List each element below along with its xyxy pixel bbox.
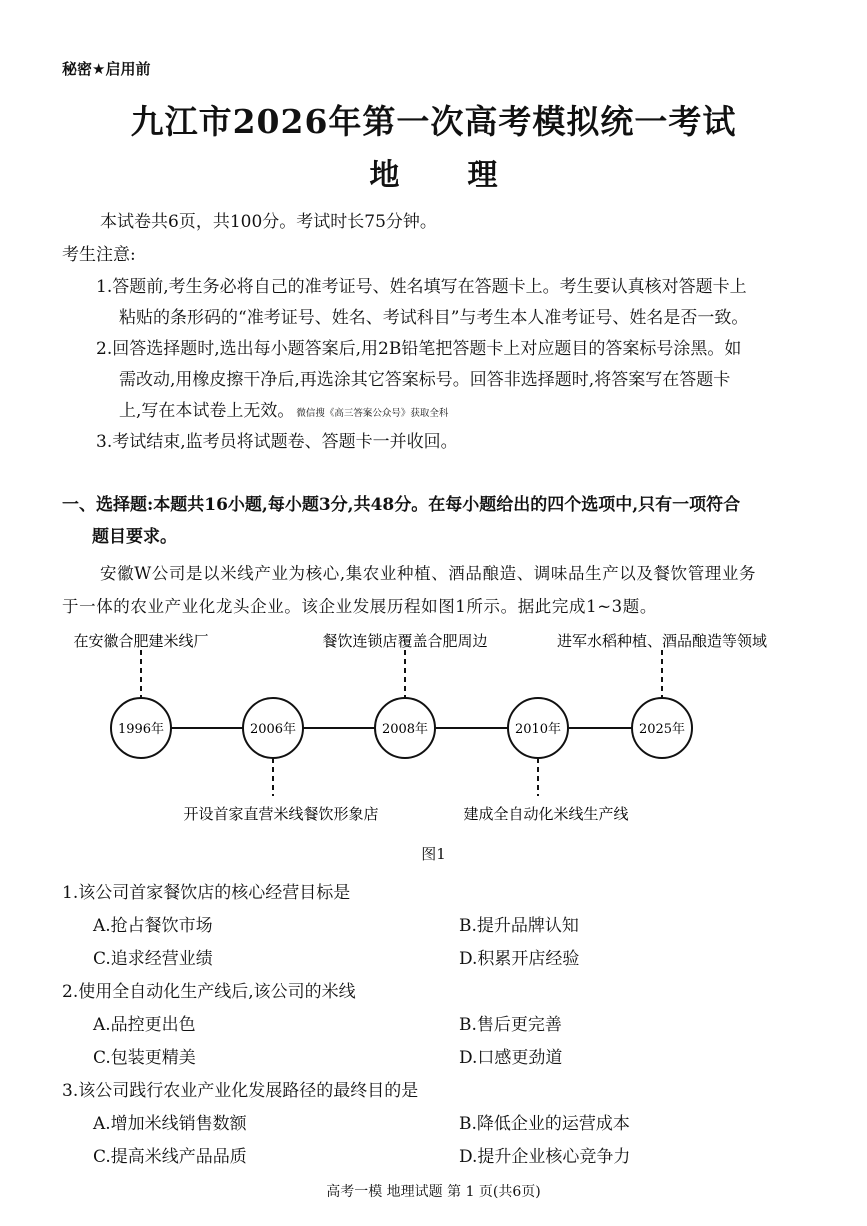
passage-line-2: 于一体的农业产业化龙头企业。该企业发展历程如图1所示。据此完成1~3题。: [62, 597, 657, 616]
question-1-option-c[interactable]: C.追求经营业绩: [93, 949, 213, 969]
subject-title: 地理: [369, 158, 566, 193]
notice-label: 考生注意:: [62, 245, 136, 265]
year-label-2: 2006年: [249, 722, 297, 737]
timeline-figure: [0, 620, 867, 840]
passage-line-1: 安徽W公司是以米线产业为核心,集农业种植、酒品酿造、调味品生产以及餐饮管理业务: [100, 564, 757, 583]
notice-item-2-line-3: [119, 396, 448, 421]
question-3-option-b[interactable]: B.降低企业的运营成本: [459, 1114, 630, 1134]
question-1-option-a[interactable]: A.抢占餐饮市场: [93, 916, 213, 936]
top-event-label-3: 进军水稻种植、酒品酿造等领域: [556, 632, 768, 650]
question-3-stem: 3.该公司践行农业产业化发展路径的最终目的是: [62, 1081, 419, 1101]
year-label-5: 2025年: [638, 722, 686, 737]
notice-item-2-line-3-text: 上,写在本试卷上无效。: [119, 401, 295, 421]
notice-item-1-line-1: 1.答题前,考生务必将自己的准考证号、姓名填写在答题卡上。考生要认真核对答题卡上: [96, 277, 747, 297]
notice-item-2-line-2: 需改动,用橡皮擦干净后,再选涂其它答案标号。回答非选择题时,将答案写在答题卡: [119, 370, 731, 390]
question-2-option-b[interactable]: B.售后更完善: [459, 1015, 562, 1035]
notice-item-2-line-1: 2.回答选择题时,选出每小题答案后,用2B铅笔把答题卡上对应题目的答案标号涂黑。如: [96, 339, 742, 359]
page-footer: 高考一模 地理试题 第 1 页(共6页): [326, 1184, 541, 1200]
confidential-mark: 秘密★启用前: [62, 60, 151, 78]
year-label-3: 2008年: [381, 722, 429, 737]
question-1-option-d[interactable]: D.积累开店经验: [459, 949, 580, 969]
year-label-4: 2010年: [514, 722, 562, 737]
watermark-note: 微信搜《高三答案公众号》获取全科: [296, 408, 449, 419]
question-2-option-d[interactable]: D.口感更劲道: [459, 1048, 563, 1068]
notice-item-3: 3.考试结束,监考员将试题卷、答题卡一并收回。: [96, 432, 458, 452]
question-2-option-a[interactable]: A.品控更出色: [93, 1015, 196, 1035]
top-event-label-1: 在安徽合肥建米线厂: [73, 632, 209, 650]
exam-intro: 本试卷共6页，共100分。考试时长75分钟。: [100, 212, 437, 232]
section-heading-cont: 题目要求。: [92, 527, 177, 547]
notice-item-1-line-2: 粘贴的条形码的“准考证号、姓名、考试科目”与考生本人准考证号、姓名是否一致。: [119, 308, 749, 328]
question-1-option-b[interactable]: B.提升品牌认知: [459, 916, 579, 936]
section-heading: 一、选择题:本题共16小题,每小题3分,共48分。在每小题给出的四个选项中,只有一项符合: [62, 495, 741, 515]
question-3-option-d[interactable]: D.提升企业核心竞争力: [459, 1147, 631, 1167]
year-label-1: 1996年: [117, 722, 165, 737]
question-3-option-c[interactable]: C.提高米线产品品质: [93, 1147, 247, 1167]
bottom-event-label-1: 开设首家直营米线餐饮形象店: [183, 805, 379, 823]
question-3-option-a[interactable]: A.增加米线销售数额: [93, 1114, 247, 1134]
figure-caption: 图1: [421, 845, 446, 863]
question-1-stem: 1.该公司首家餐饮店的核心经营目标是: [62, 883, 351, 903]
question-2-option-c[interactable]: C.包装更精美: [93, 1048, 196, 1068]
question-2-stem: 2.使用全自动化生产线后,该公司的米线: [62, 982, 356, 1002]
exam-title: 九江市2026年第一次高考模拟统一考试: [130, 102, 737, 141]
top-event-label-2: 餐饮连锁店覆盖合肥周边: [322, 632, 488, 650]
bottom-event-label-2: 建成全自动化米线生产线: [463, 805, 629, 823]
